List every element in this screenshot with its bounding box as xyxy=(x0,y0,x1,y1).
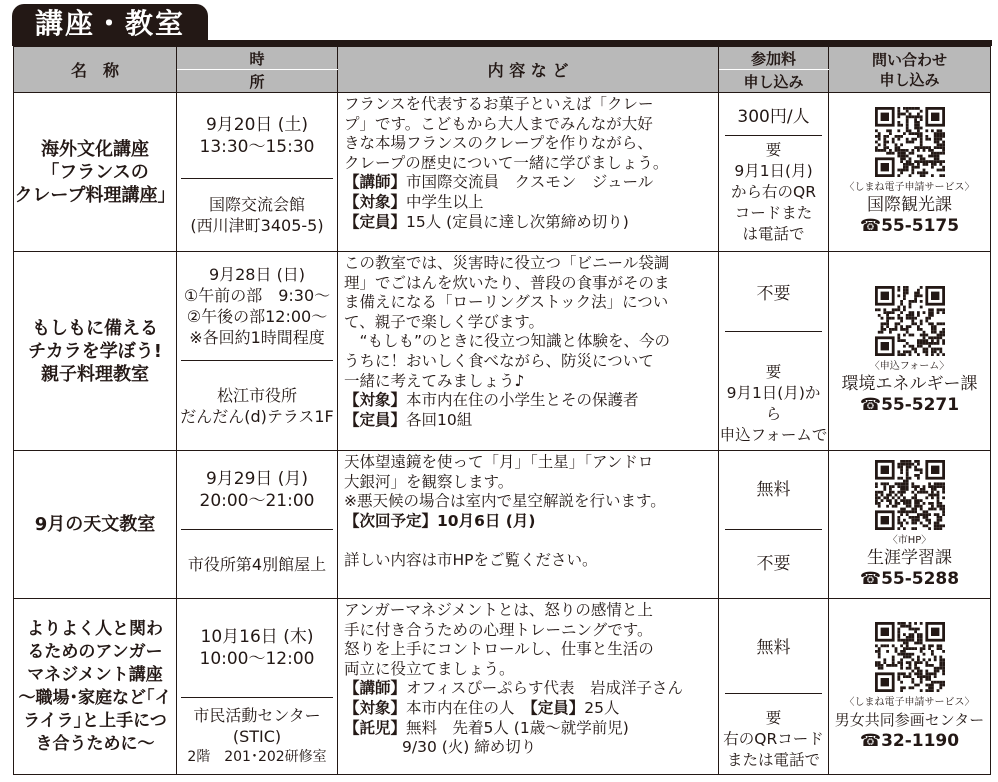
event-place-line: 2階 201･202研修室 xyxy=(187,748,327,765)
content-line: 一緒に考えてみましょう♪ xyxy=(344,371,525,390)
event-time-line: 20:00〜21:00 xyxy=(199,491,315,511)
event-date-line: 10月16日 (木) xyxy=(200,627,314,647)
event-contact xyxy=(829,93,991,252)
event-date xyxy=(177,599,337,697)
event-name xyxy=(14,451,177,599)
content-line: この教室では、災害時に役立つ「ビニール袋調 xyxy=(344,254,670,272)
content-line: て、親子で楽しく学びます。 xyxy=(344,312,544,331)
content-line: 手に付き合うための心理トレーニングです。 xyxy=(344,620,653,639)
header-place: 所 xyxy=(177,70,338,93)
detail-capacity: 【定員】各回10組 xyxy=(344,410,473,429)
header-name: 名 称 xyxy=(14,47,177,93)
content-line: フランスを代表するお菓子といえば「クレー xyxy=(344,95,654,113)
event-apply xyxy=(719,136,828,245)
event-place xyxy=(177,530,337,598)
qr-code-icon[interactable] xyxy=(875,460,945,530)
content-line: ま備えになる「ローリングストック法」につい xyxy=(344,293,669,312)
contact-department: 環境エネルギー課 xyxy=(841,374,978,394)
header-contact-line2: 申し込み xyxy=(879,70,940,89)
apply-line: 9月1日(月) xyxy=(734,162,813,180)
apply-line: は電話で xyxy=(742,225,805,243)
content-line: ※悪天候の場合は室内で星空解説を行います。 xyxy=(344,492,666,511)
content-line: 大銀河」を観察します。 xyxy=(344,472,514,491)
header-contact xyxy=(829,47,991,93)
content-line: 天体望遠鏡を使って「月」「土星」「アンドロ xyxy=(344,453,654,471)
contact-phone[interactable]: ☎32-1190 xyxy=(859,730,960,751)
event-date-line: 9月29日 (月) xyxy=(205,469,309,489)
header-fee: 参加料 xyxy=(719,47,829,70)
qr-code-icon[interactable] xyxy=(875,622,945,692)
event-time-line: 10:00〜12:00 xyxy=(199,649,315,669)
contact-department: 国際観光課 xyxy=(867,195,952,215)
content-line: 両立に役立てましょう。 xyxy=(344,659,515,678)
event-row xyxy=(14,599,991,775)
event-name-line: 〜職場･家庭など｢イ xyxy=(18,687,172,708)
event-name-line: チカラを学ぼう! xyxy=(28,340,162,362)
detail-deadline: 9/30 (火) 締め切り xyxy=(402,738,537,757)
apply-line: または電話で xyxy=(726,750,820,769)
event-fee: 無料 xyxy=(756,480,791,500)
event-name-line: 海外文化講座 xyxy=(41,138,149,160)
header-row xyxy=(14,47,991,70)
event-name-line: き合うために〜 xyxy=(35,733,155,754)
event-name-line: クレープ料理講座」 xyxy=(14,184,176,206)
contact-phone[interactable]: ☎55-5288 xyxy=(859,568,960,589)
event-fee: 不要 xyxy=(756,283,791,304)
event-name-line: るためのアンガー xyxy=(27,641,163,662)
event-place-line: 市民活動センター xyxy=(193,705,321,725)
event-place-line: (西川津町3405-5) xyxy=(190,216,324,235)
detail-lecturer: 【講師】オフィスぴーぷらす代表 岩成洋子さん xyxy=(344,679,684,698)
apply-line: 申込フォームで xyxy=(719,425,828,444)
detail-next-date: 【次回予定】10月6日 (月) xyxy=(344,511,536,530)
content-line: 怒りを上手にコントロールし、仕事と生活の xyxy=(344,640,654,659)
event-row xyxy=(14,451,991,599)
apply-line: 要 xyxy=(765,362,782,381)
event-row xyxy=(14,252,991,451)
event-time-line: 13:30〜15:30 xyxy=(199,136,315,157)
event-place-line: だんだん(d)テラス1F xyxy=(180,406,334,426)
apply-line: コードまた xyxy=(734,204,813,222)
event-content xyxy=(338,252,719,451)
qr-label: 〈市HP〉 xyxy=(887,534,932,546)
event-fee-apply xyxy=(719,252,829,451)
content-line: うちに！おいしく食べながら、防災について xyxy=(344,351,654,370)
header-apply: 申し込み xyxy=(719,70,829,93)
apply-line: 要 xyxy=(765,708,782,727)
event-fee: 無料 xyxy=(756,637,791,658)
event-name-line: 「フランスの xyxy=(41,161,149,183)
event-name xyxy=(14,252,177,451)
event-place-line: (STIC) xyxy=(232,726,282,746)
event-date xyxy=(177,451,337,529)
event-fee-apply xyxy=(719,599,829,775)
header-contact-line1: 問い合わせ xyxy=(871,50,947,69)
contact-department: 男女共同参画センター xyxy=(834,710,985,729)
event-row xyxy=(14,93,991,252)
event-name-line: 親子料理教室 xyxy=(41,363,149,385)
event-content xyxy=(338,599,719,775)
event-content xyxy=(338,93,719,252)
event-name-line: マネジメント講座 xyxy=(27,664,163,685)
event-fee-apply xyxy=(719,93,829,252)
event-datetime-place xyxy=(177,93,338,252)
content-line: プ」です。こどもから大人までみんなが大好 xyxy=(344,114,653,133)
event-date-line: 9月20日 (土) xyxy=(205,114,309,135)
detail-capacity: 【定員】15人 (定員に達し次第締め切り) xyxy=(344,212,629,231)
content-note: 詳しい内容は市HPをご覧ください。 xyxy=(344,551,598,570)
event-fee: 300円/人 xyxy=(737,107,810,127)
qr-code-icon[interactable] xyxy=(875,286,945,356)
apply-line: 右のQRコード xyxy=(723,729,824,748)
detail-target: 【対象】中学生以上 xyxy=(344,192,484,211)
detail-target: 【対象】本市内在住の人 【定員】25人 xyxy=(344,698,620,717)
event-datetime-place xyxy=(177,599,338,775)
event-place xyxy=(177,179,337,251)
event-time-line: ②午後の部12:00〜 xyxy=(186,307,328,326)
event-contact xyxy=(829,599,991,775)
contact-department: 生涯学習課 xyxy=(867,547,952,568)
event-apply xyxy=(719,694,828,771)
header-content: 内 容 な ど xyxy=(338,47,719,93)
event-fee-apply xyxy=(719,451,829,599)
header-time: 時 xyxy=(177,47,338,70)
event-date-line: 9月28日 (日) xyxy=(208,265,306,284)
event-name xyxy=(14,93,177,252)
event-name-line: もしもに備える xyxy=(32,317,158,339)
event-date xyxy=(177,93,337,178)
event-contact xyxy=(829,252,991,451)
section-title: 講座・教室 xyxy=(12,4,208,44)
events-table xyxy=(13,46,991,775)
qr-label: 〈しまね電子申請サービス〉 xyxy=(844,182,975,193)
apply-line: 9月1日(月)から xyxy=(726,383,821,423)
event-datetime-place xyxy=(177,451,338,599)
event-contact xyxy=(829,451,991,599)
event-name-line: ライラ｣と上手につ xyxy=(23,710,167,731)
event-place-line: 松江市役所 xyxy=(216,385,297,405)
event-name-line: 9月の天文教室 xyxy=(34,514,156,535)
qr-label: 〈申込フォーム〉 xyxy=(869,361,950,372)
content-line: 理」でごはんを炊いたり、普段の食事がそのま xyxy=(344,273,670,292)
detail-lecturer: 【講師】市国際交流員 クスモン ジュール xyxy=(344,173,654,192)
event-place-line: 市役所第4別館屋上 xyxy=(187,554,327,574)
qr-code-icon[interactable] xyxy=(875,107,945,177)
event-apply: 不要 xyxy=(756,554,791,574)
detail-target: 【対象】本市内在住の小学生とその保護者 xyxy=(344,391,639,410)
event-place xyxy=(177,698,337,774)
content-line: “もしも”のときに役立つ知識と体験を、今の xyxy=(344,332,671,351)
content-line: きな本場フランスのクレープを作りながら、 xyxy=(344,134,653,153)
content-line: クレープの歴史について一緒に学びましょう。 xyxy=(344,153,669,172)
event-place xyxy=(177,361,337,450)
event-name xyxy=(14,599,177,775)
event-content xyxy=(338,451,719,599)
event-datetime-place xyxy=(177,252,338,451)
event-name-line: よりよく人と関わ xyxy=(27,618,163,639)
contact-phone[interactable]: ☎55-5271 xyxy=(859,395,960,415)
event-place-line: 国際交流会館 xyxy=(208,195,305,214)
event-apply xyxy=(719,332,828,446)
event-note-line: ※各回約1時間程度 xyxy=(189,328,325,347)
content-line: アンガーマネジメントとは、怒りの感情と上 xyxy=(344,601,653,619)
detail-childcare: 【託児】無料 先着5人 (1歳〜就学前児) xyxy=(344,718,629,737)
apply-line: 要 xyxy=(765,141,782,159)
event-time-line: ①午前の部 9:30〜 xyxy=(183,286,331,305)
apply-line: から右のQR xyxy=(731,183,816,201)
contact-phone[interactable]: ☎55-5175 xyxy=(859,216,960,236)
qr-label: 〈しまね電子申請サービス〉 xyxy=(844,696,975,708)
event-date xyxy=(177,252,337,360)
